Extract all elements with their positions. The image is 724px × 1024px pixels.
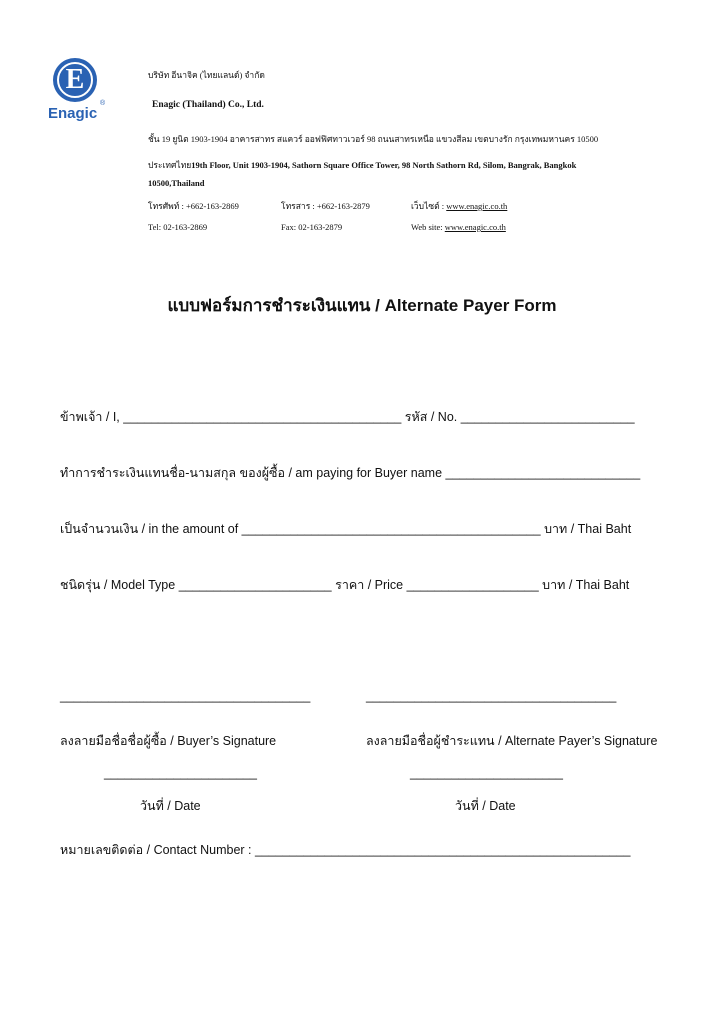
payer-date-label: วันที่ / Date [455, 799, 516, 813]
amount-field[interactable]: เป็นจำนวนเงิน / in the amount of ___________________________________________ บาท / Thai Baht [60, 522, 632, 536]
payer-date-line[interactable]: ______________________ [410, 766, 563, 780]
tel-en: Tel: 02-163-2869 [148, 222, 208, 232]
website-en-label: Web site: [411, 222, 445, 232]
fax-en: Fax: 02-163-2879 [281, 222, 343, 232]
website-en [411, 222, 506, 232]
logo-registered-mark: ® [100, 100, 106, 107]
payer-signature-label: ลงลายมือชื่อผู้ชำระแทน / Alternate Payer’s Signature [366, 734, 658, 748]
logo-text: Enagic [48, 105, 98, 122]
form-title: แบบฟอร์มการชำระเงินแทน / Alternate Payer Form [167, 296, 557, 315]
buyer-date-line[interactable]: ______________________ [104, 766, 257, 780]
buyer-signature-line[interactable]: ____________________________________ [60, 689, 311, 703]
company-address-th: ชั้น 19 ยูนิต 1903-1904 อาคารสาทร สแควร์ ออฟฟิศทาวเวอร์ 98 ถนนสาทรเหนือ แขวงสีลม เขตบางรัก กรุงเทพมหานคร 10500 [148, 134, 599, 144]
tel-th: โทรศัพท์ : +662-163-2869 [148, 201, 239, 211]
website-en-link[interactable]: www.enagic.co.th [444, 222, 506, 232]
enagic-logo [48, 58, 108, 124]
payer-name-number-field[interactable]: ข้าพเจ้า / I, ________________________________________ รหัส / No. _________________________ [60, 410, 635, 424]
model-price-field[interactable]: ชนิดรุ่น / Model Type ______________________ ราคา / Price ___________________ บาท / Thai Baht [60, 578, 630, 592]
buyer-signature-label: ลงลายมือชื่อชื่อผู้ซื้อ / Buyer’s Signature [60, 734, 277, 748]
buyer-date-label: วันที่ / Date [140, 799, 201, 813]
website-th-link[interactable]: www.enagic.co.th [446, 201, 508, 211]
buyer-name-field[interactable]: ทำการชำระเงินแทนชื่อ-นามสกุล ของผู้ซื้อ / am paying for Buyer name ____________________________ [60, 466, 641, 480]
fax-th: โทรสาร : +662-163-2879 [281, 201, 370, 211]
payer-signature-line[interactable]: ____________________________________ [366, 689, 617, 703]
company-address-en [148, 155, 576, 173]
company-name-th: บริษัท อีนาจิค (ไทยแลนด์) จำกัด [148, 70, 265, 80]
contact-number-field[interactable]: หมายเลขติดต่อ / Contact Number : ______________________________________________________ [60, 843, 631, 857]
company-name-en: Enagic (Thailand) Co., Ltd. [152, 100, 264, 110]
address-en-text: 19th Floor, Unit 1903-1904, Sathorn Square Office Tower, 98 North Sathorn Rd, Silom, Bangrak, Bangkok [191, 160, 577, 170]
company-address-en-2: 10500,Thailand [148, 178, 205, 188]
website-th-label: เว็บไซต์ : [411, 201, 447, 211]
website-th [411, 199, 507, 213]
address-country-th: ประเทศไทย [148, 160, 192, 170]
logo-letter: E [65, 64, 85, 95]
